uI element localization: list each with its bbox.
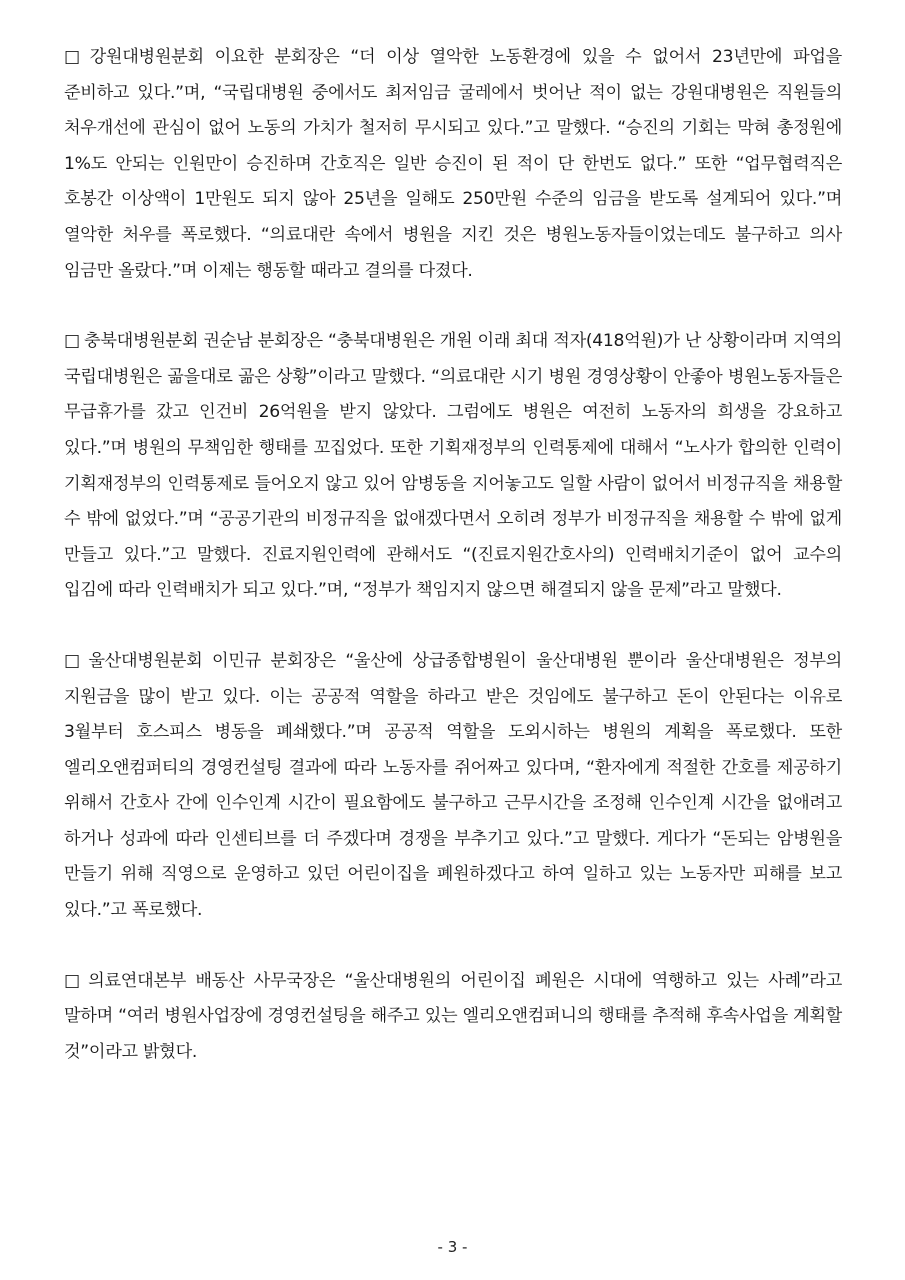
page-number: - 3 - bbox=[437, 1238, 468, 1256]
paragraph-text: 의료연대본부 배동산 사무국장은 “울산대병원의 어린이집 폐원은 시대에 역행하고 있는 사례”라고 말하며 “여러 병원사업장에 경영컨설팅을 해주고 있는 엘리오앤컴퍼니의 행태를 추적해 후속사업을 계획할 것”이라고 밝혔다. bbox=[64, 970, 842, 1062]
paragraph-text: 강원대병원분회 이요한 분회장은 “더 이상 열악한 노동환경에 있을 수 없어서 23년만에 파업을 준비하고 있다.”며, “국립대병원 중에서도 최저임금 굴레에서 벗어난 적이 없는 강원대병원은 직원들의 처우개선에 관심이 없어 노동의 가치가 철저히 무시되고 있다.”고 말했다. “승진의 기회는 막혀 총정원에 1%도 안되는 인원만이 승진하며 간호직은 일반 승진이 된 적이 단 한번도 없다.” 또한 “업무협력직은 호봉간 이상액이 1만원도 되지 않아 25년을 일해도 250만원 수준의 임금을 받도록 설계되어 있다.”며 열악한 처우를 폭로했다. “의료대란 속에서 병원을 지킨 것은 병원노동자들이었는데도 불구하고 의사 임금만 올랐다.”며 이제는 행동할 때라고 결의를 다졌다. bbox=[64, 47, 842, 281]
document-body bbox=[64, 40, 842, 1105]
square-bullet-icon: □ bbox=[64, 331, 81, 352]
square-bullet-icon: □ bbox=[64, 970, 85, 991]
paragraph-text: 울산대병원분회 이민규 분회장은 “울산에 상급종합병원이 울산대병원 뿐이라 울산대병원은 정부의 지원금을 많이 받고 있다. 이는 공공적 역할을 하라고 받은 것임에도 불구하고 돈이 안된다는 이유로 3월부터 호스피스 병동을 폐쇄했다.”며 공공적 역할을 도외시하는 병원의 계획을 폭로했다. 또한 엘리오앤컴퍼티의 경영컨설팅 결과에 따라 노동자를 쥐어짜고 있다며, “환자에게 적절한 간호를 제공하기 위해서 간호사 간에 인수인계 시간이 필요함에도 불구하고 근무시간을 조정해 인수인계 시간을 없애려고 하거나 성과에 따라 인센티브를 더 주겠다며 경쟁을 부추기고 있다.”고 말했다. 게다가 “돈되는 암병원을 만들기 위해 직영으로 운영하고 있던 어린이집을 폐원하겠다고 하여 일하고 있는 노동자만 피해를 보고 있다.”고 폭로했다. bbox=[64, 650, 842, 921]
paragraph-gangwon bbox=[64, 40, 842, 289]
paragraph-chungbuk bbox=[64, 324, 842, 609]
paragraph-ulsan bbox=[64, 644, 842, 929]
square-bullet-icon: □ bbox=[64, 650, 85, 671]
square-bullet-icon: □ bbox=[64, 47, 86, 67]
paragraph-solidarity bbox=[64, 964, 842, 1071]
paragraph-text: 충북대병원분회 권순남 분회장은 “충북대병원은 개원 이래 최대 적자(418억원)가 난 상황이라며 지역의 국립대병원은 곪을대로 곪은 상황”이라고 말했다. “의료대란 시기 병원 경영상황이 안좋아 병원노동자들은 무급휴가를 갔고 인건비 26억원을 받지 않았다. 그럼에도 병원은 여전히 노동자의 희생을 강요하고 있다.”며 병원의 무책임한 행태를 꼬집었다. 또한 기획재정부의 인력통제에 대해서 “노사가 합의한 인력이 기획재정부의 인력통제로 들어오지 않고 있어 암병동을 지어놓고도 일할 사람이 없어서 비정규직을 채용할 수 밖에 없었다.”며 “공공기관의 비정규직을 없애겠다면서 오히려 정부가 비정규직을 채용할 수 밖에 없게 만들고 있다.”고 말했다. 진료지원인력에 관해서도 “(진료지원간호사의) 인력배치기준이 없어 교수의 입김에 따라 인력배치가 되고 있다.”며, “정부가 책임지지 않으면 해결되지 않을 문제”라고 말했다. bbox=[64, 331, 842, 601]
